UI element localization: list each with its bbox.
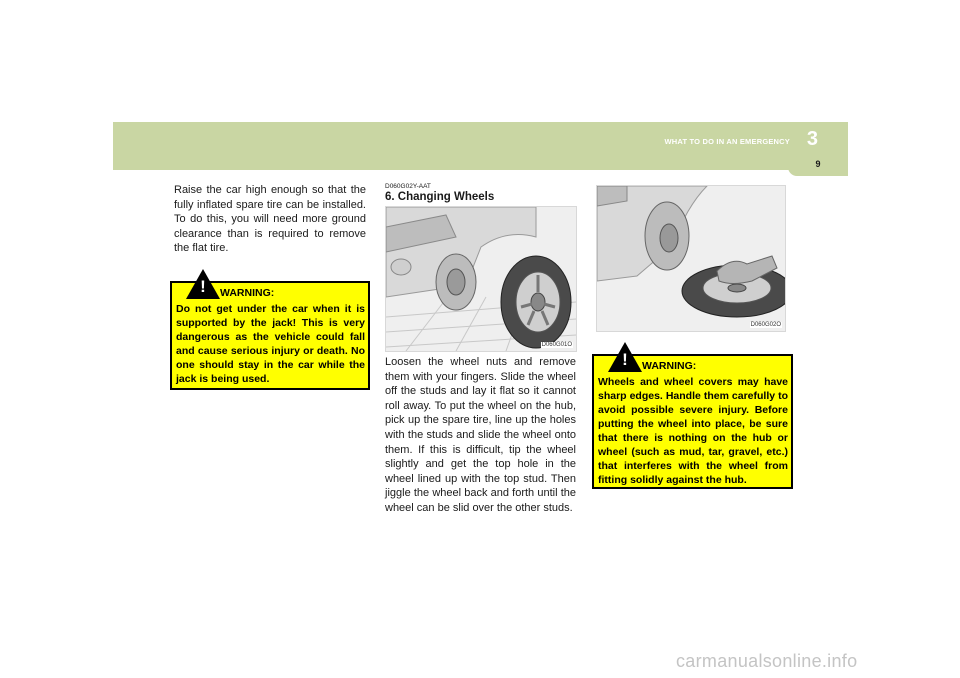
warning-text: Wheels and wheel covers may have sharp edges. Handle them carefully to avoid possible severe injury. Before putting the wheel into place, be sure that there is nothing on the hub or wheel (such as mud, tar, gravel, etc.) that interferes with the wheel from fitting solidly against the hub. [598,376,788,486]
exclamation-icon: ! [622,350,628,369]
figure-changing-wheel [385,206,577,352]
figure-code: D060G01O [541,342,572,348]
middle-body-text: Loosen the wheel nuts and remove them with your fingers. Slide the wheel off the studs and lay it flat so it cannot roll away. To put the wheel on the hub, pick up the spare tire, line up the holes with the studs and slide the wheel onto them. If this is difficult, tip the wheel slightly and get the top hole in the wheel lined up with the top stud. Then jiggle the wheel back and forth until the wheel can be slid over the other studs. [385,356,576,514]
middle-column-header [385,183,576,205]
figure-code: D060G02O [750,322,781,328]
section-code: D060G02Y-AAT [385,183,431,190]
warning-box-wheel-edges [592,350,793,489]
left-body-text: Raise the car high enough so that the fully inflated spare tire can be installed. To do this, you will need more ground clearance than is required to remove the flat tire. [174,184,366,255]
spare-tire-illustration [597,186,785,331]
page-number: 9 [815,159,821,169]
warning-heading: WARNING: [642,360,697,372]
middle-body [385,355,576,516]
warning-text: Do not get under the car when it is supported by the jack! This is very dangerous as the vehicle could fall and cause serious injury or death. No one should stay in the car while the jack is being used. [176,303,365,385]
warning-heading: WARNING: [220,287,275,299]
warning-box-jack [170,277,370,390]
left-column [174,183,366,256]
page-tab [788,156,848,176]
figure-spare-tire [596,185,786,332]
section-heading: 6. Changing Wheels [385,191,495,203]
chapter-number: 3 [806,128,818,150]
chapter-header [113,122,848,170]
watermark: carmanualsonline.info [676,651,858,671]
section-title: WHAT TO DO IN AN EMERGENCY [664,137,790,146]
exclamation-icon: ! [200,277,206,296]
wheel-removal-illustration [386,207,576,351]
